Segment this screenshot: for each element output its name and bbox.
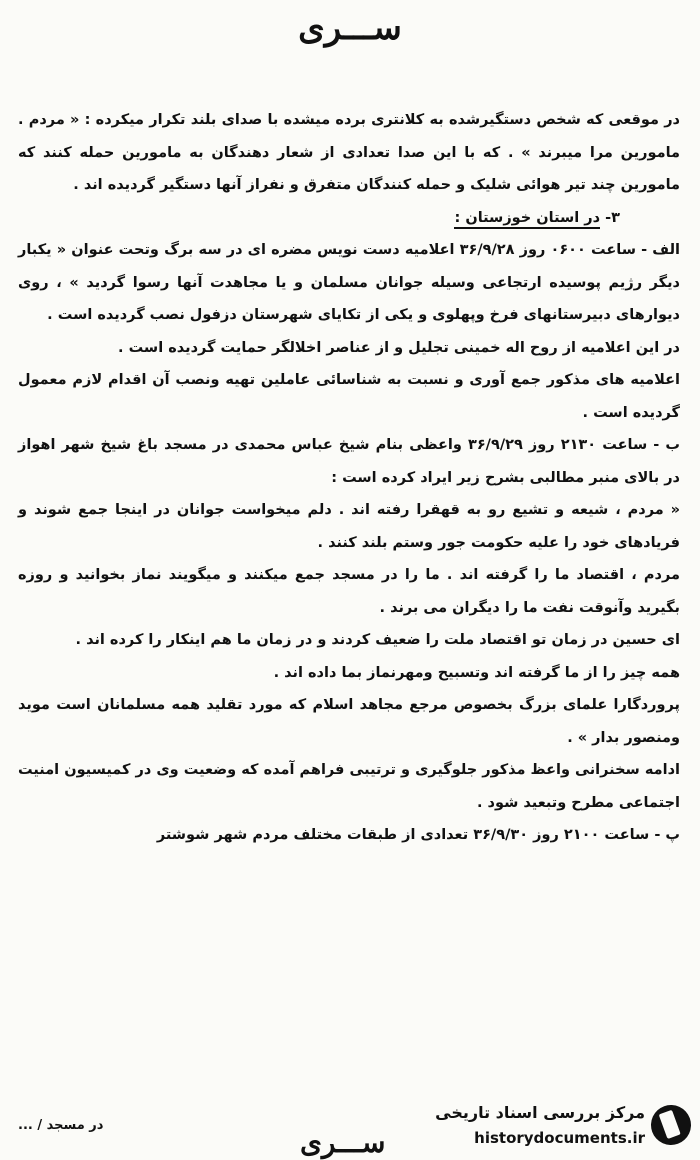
archive-watermark	[415, 1097, 695, 1157]
section-number: ۳-	[600, 209, 620, 226]
watermark-url: historydocuments.ir	[474, 1129, 645, 1147]
watermark-name: مرکز بررسی اسناد تاریخی	[435, 1103, 645, 1122]
archive-logo-icon	[645, 1099, 696, 1150]
paragraph-quote-3: ای حسین در زمان تو اقتصاد ملت را ضعیف کردند و در زمان ما هم اینکار را کرده اند .	[75, 632, 680, 648]
classification-stamp-bottom: ســـرى	[300, 1126, 386, 1159]
section-title: در استان خوزستان :	[454, 210, 600, 229]
paragraph-11: ادامه سخنرانی واعظ مذکور جلوگیری و ترتیبی فراهم آمده که وضعیت وی در کمیسیون امنیت اجتماعی مطرح وتبعید شود .	[18, 762, 680, 811]
paragraph-alef: الف - ساعت ۰۶۰۰ روز ۳۶/۹/۲۸ اعلامیه دست نویس مضره ای در سه برگ وتحت عنوان « یکبار دیگر رژیم پوسیده ارتجاعی وسیله جوانان مسلمان و یا مجاهدت آنها رسوا گردید » ، روی دیوارهای دبیرستانهای فرخ وپهلوی و یکی از تکایای شهرستان دزفول نصب گردیده است .	[18, 242, 680, 323]
paragraph-1: در موقعی که شخص دستگیرشده به کلانتری برده میشده با صدای بلند تکرار میکرده : « مردم . مامورین مرا میبرند » . که با این صدا تعدادی از شعار دهندگان به مامورین حمله کنند که مامورین چند تیر هوائی شلیک و حمله کنندگان متفرق و نفراز آنها دستگیر گردیده اند .	[18, 112, 680, 193]
classification-stamp-top: ســـرى	[298, 8, 402, 48]
paragraph-be: ب - ساعت ۲۱۳۰ روز ۳۶/۹/۲۹ واعظی بنام شیخ عباس محمدی در مسجد باغ شیخ شهر اهواز در بالای منبر مطالبی بشرح زیر ایراد کرده است :	[18, 437, 680, 486]
paragraph-quote-5: پروردگارا علمای بزرگ بخصوص مرجع مجاهد اسلام که مورد تقلید همه مسلمانان است موید ومنصور بدار » .	[18, 697, 680, 746]
document-body	[18, 104, 680, 852]
paragraph-pe: پ - ساعت ۲۱۰۰ روز ۳۶/۹/۳۰ تعدادی از طبقات مختلف مردم شهر شوشتر	[156, 827, 680, 843]
paragraph-quote-2: مردم ، اقتصاد ما را گرفته اند . ما را در مسجد جمع میکنند و میگویند نماز بخوانید و روزه بگیرید وآنوقت نفت ما را دیگران می برند .	[18, 567, 680, 616]
paragraph-4: اعلامیه های مذکور جمع آوری و نسبت به شناسائی عاملین تهیه ونصب آن اقدام لازم معمول گردیده است .	[18, 372, 680, 421]
section-heading	[18, 202, 680, 235]
paragraph-quote-1: « مردم ، شیعه و تشیع رو به قهقرا رفته اند . دلم میخواست جوانان در اینجا جمع شوند و فریادهای خود را علیه حکومت جور وستم بلند کنند .	[18, 502, 680, 551]
continuation-note: در مسجد / ...	[18, 1118, 104, 1133]
paragraph-3: در این اعلامیه از روح اله خمینی تجلیل و از عناصر اخلالگر حمایت گردیده است .	[118, 339, 680, 356]
paragraph-quote-4: همه چیز را از ما گرفته اند وتسبیح ومهرنماز بما داده اند .	[273, 664, 680, 681]
